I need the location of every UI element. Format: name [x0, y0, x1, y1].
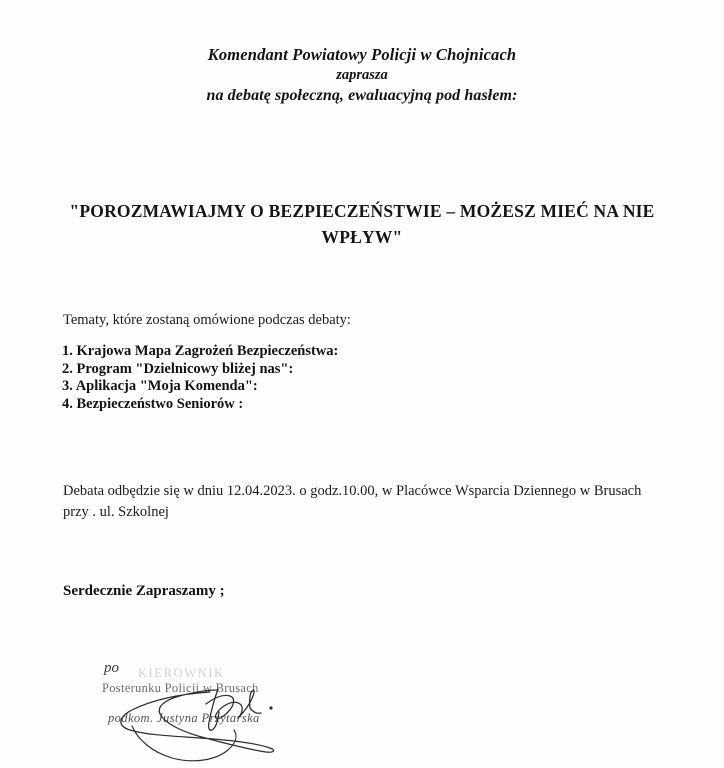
- header-line-authority: Komendant Powiatowy Policji w Chojnicach: [207, 45, 517, 64]
- topics-intro-text: Tematy, które zostaną omówione podczas debaty:: [63, 312, 351, 328]
- stamp-title-text: KIEROWNIK: [138, 666, 225, 680]
- header-line-invites: zaprasza: [336, 67, 388, 83]
- list-item: 3. Aplikacja "Moja Komenda":: [62, 378, 258, 394]
- event-details: [63, 481, 663, 523]
- debate-slogan-title: "POROZMAWIAJMY O BEZPIECZEŃSTWIE – MOŻESZ MIEĆ NA NIE WPŁYW": [69, 201, 655, 247]
- document-header: [0, 44, 724, 107]
- signature-block: [60, 660, 380, 760]
- list-item: 4. Bezpieczeństwo Seniorów :: [62, 395, 244, 412]
- handwritten-prefix-po: po: [104, 660, 119, 676]
- event-details-line-2: przy . ul. Szkolnej: [63, 504, 169, 520]
- list-item: 2. Program "Dzielnicowy bliżej nas":: [62, 360, 294, 377]
- list-item: 1. Krajowa Mapa Zagrożeń Bezpieczeństwa:: [62, 343, 339, 359]
- stamp-name-text: podkom. Justyna Przytarska: [108, 711, 260, 725]
- closing-invitation-text: Serdecznie Zapraszamy ;: [63, 583, 225, 599]
- header-line-subject: na debatę społeczną, ewaluacyjną pod hasłem:: [206, 87, 518, 104]
- event-details-line-1: Debata odbędzie się w dniu 12.04.2023. o godz.10.00, w Placówce Wsparcia Dziennego w Brusach: [63, 483, 642, 499]
- signature-ink-dot: [269, 706, 272, 709]
- topics-list: [62, 343, 338, 413]
- stamp-subtitle-text: Posterunku Policji w Brusach: [102, 681, 259, 695]
